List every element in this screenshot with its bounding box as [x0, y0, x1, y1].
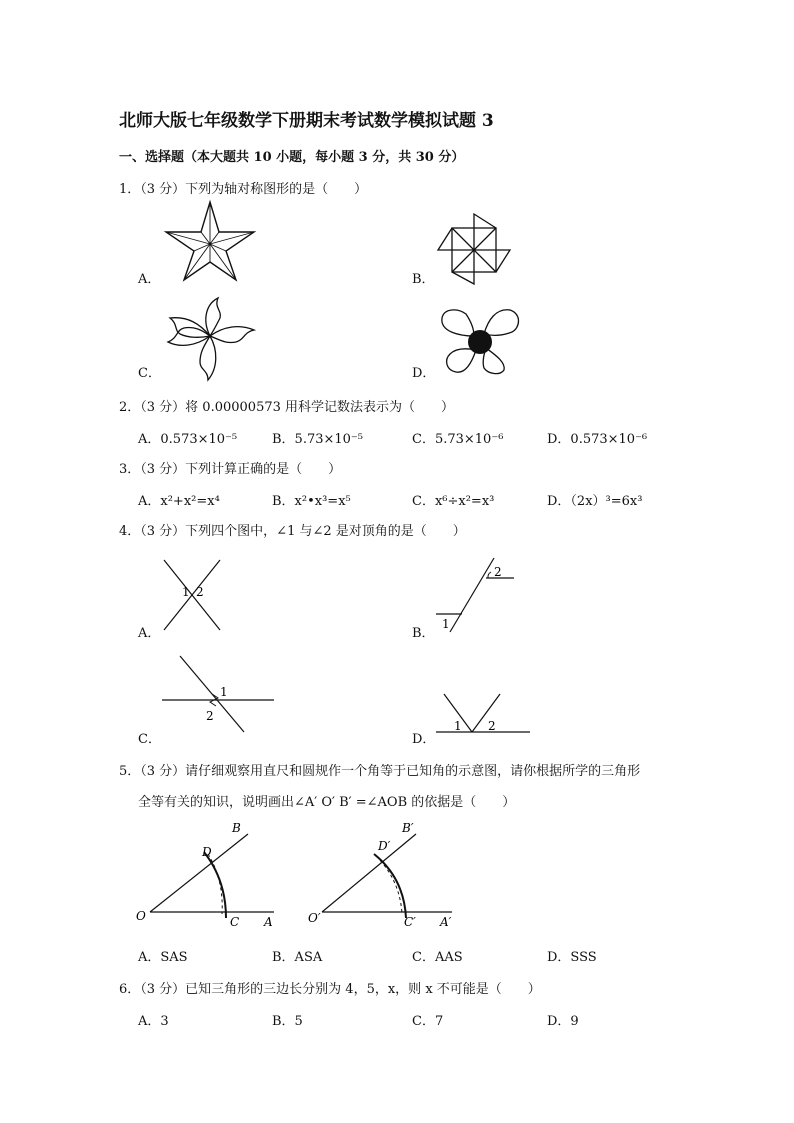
q4-option-b: B．	[412, 626, 435, 641]
q2-option-b: B．5.73×10⁻⁵	[272, 432, 364, 447]
question-2-stem: 2．（3 分）将 0.00000573 用科学记数法表示为（ ）	[119, 400, 455, 415]
q4c-angle-1: 1	[220, 685, 228, 699]
q4d-angle-2: 2	[488, 719, 496, 733]
q5r-label-b: B′	[402, 821, 414, 835]
q2-option-c: C．5.73×10⁻⁶	[412, 432, 504, 447]
fan-figure	[436, 306, 522, 376]
section-heading: 一、选择题（本大题共 10 小题，每小题 3 分，共 30 分）	[119, 150, 465, 165]
q5l-label-d: D	[202, 845, 212, 859]
q2-option-d: D．0.573×10⁻⁶	[547, 432, 648, 447]
q5-option-a: A．SAS	[138, 950, 188, 965]
q1-option-b: B．	[412, 272, 435, 287]
flower-figure	[160, 296, 260, 382]
q5-option-c: C．AAS	[412, 950, 463, 965]
star-figure	[160, 200, 260, 282]
question-1-stem: 1．（3 分）下列为轴对称图形的是（ ）	[119, 182, 368, 197]
question-5-stem-line-2: 全等有关的知识，说明画出∠A′ O′ B′ =∠AOB 的依据是（ ）	[138, 795, 516, 810]
q4-figure-a	[160, 556, 230, 632]
q5r-label-c: C′	[404, 915, 416, 929]
pinwheel-figure	[436, 212, 512, 286]
q6-option-a: A．3	[138, 1014, 169, 1029]
q5r-label-a: A′	[440, 915, 452, 929]
q1-option-d: D．	[412, 366, 436, 381]
q4b-angle-2: 2	[494, 565, 502, 579]
q3-option-b: B．x²•x³=x⁵	[272, 494, 351, 509]
q1-option-a: A．	[138, 272, 161, 287]
q4-figure-b	[434, 556, 518, 634]
q2-option-a: A．0.573×10⁻⁵	[138, 432, 238, 447]
page-title: 北师大版七年级数学下册期末考试数学模拟试题 3	[119, 111, 494, 131]
q6-option-d: D．9	[547, 1014, 579, 1029]
q4-figure-c	[160, 654, 278, 734]
q5-figure-right	[306, 820, 462, 932]
question-6-stem: 6．（3 分）已知三角形的三边长分别为 4，5，x，则 x 不可能是（ ）	[119, 982, 541, 997]
q4d-angle-1: 1	[454, 719, 462, 733]
q4-figure-d	[434, 690, 534, 736]
question-5-stem-line-1: 5．（3 分）请仔细观察用直尺和圆规作一个角等于已知角的示意图，请你根据所学的三角形	[119, 764, 641, 779]
question-4-stem: 4．（3 分）下列四个图中，∠1 与∠2 是对顶角的是（ ）	[119, 524, 466, 539]
q4b-angle-1: 1	[442, 617, 450, 631]
q3-option-c: C．x⁶÷x²=x³	[412, 494, 495, 509]
q5r-label-o: O′	[308, 911, 321, 925]
q4a-angle-2: 2	[196, 585, 204, 599]
q1-option-c: C．	[138, 366, 161, 381]
q6-option-b: B．5	[272, 1014, 303, 1029]
q5l-label-c: C	[230, 915, 240, 929]
q5-figure-left	[134, 820, 282, 932]
q4-option-a: A．	[138, 626, 161, 641]
q5l-label-a: A	[264, 915, 273, 929]
question-3-stem: 3．（3 分）下列计算正确的是（ ）	[119, 462, 342, 477]
q4c-angle-2: 2	[206, 709, 214, 723]
q5l-label-b: B	[232, 821, 241, 835]
q3-option-d: D．（2x）³=6x³	[547, 494, 643, 509]
q4a-angle-1: 1	[182, 585, 190, 599]
q5-option-b: B．ASA	[272, 950, 323, 965]
q4-option-d: D．	[412, 732, 436, 747]
q3-option-a: A．x²+x²=x⁴	[138, 494, 220, 509]
q4-option-c: C．	[138, 732, 161, 747]
q5-option-d: D．SSS	[547, 950, 597, 965]
q5r-label-d: D′	[378, 839, 391, 853]
q5l-label-o: O	[136, 909, 146, 923]
q6-option-c: C．7	[412, 1014, 444, 1029]
